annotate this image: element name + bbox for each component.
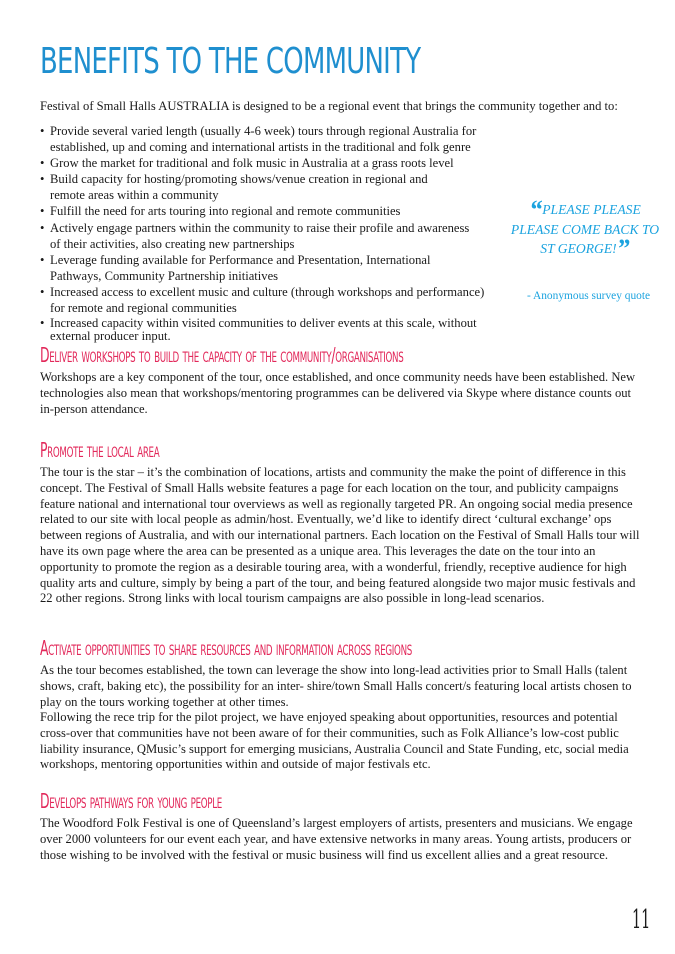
list-item: • Increased access to excellent music and culture (through workshops and performance) for remote and regional communities <box>40 285 500 317</box>
list-item: • Increased capacity within visited communities to deliver events at this scale, without external producer input. <box>40 317 500 343</box>
benefits-list <box>40 124 500 344</box>
list-item: • Fulfill the need for arts touring into regional and remote communities <box>40 204 500 220</box>
intro-paragraph: Festival of Small Halls AUSTRALIA is designed to be a regional event that brings the community together and to: <box>40 99 618 113</box>
list-item: • Actively engage partners within the community to raise their profile and awareness of their activities, also creating new partnerships <box>40 221 500 253</box>
quote-attribution: - Anonymous survey quote <box>527 290 651 302</box>
section-heading-pathways: Develops pathways for young people <box>40 789 222 813</box>
list-item: • Leverage funding available for Performance and Presentation, International Pathways, Community Partnership initiatives <box>40 253 500 285</box>
page-title: BENEFITS TO THE COMMUNITY <box>40 41 421 82</box>
section-body-activate: As the tour becomes established, the town can leverage the show into long-lead activities prior to Small Halls (talent shows, craft, baking etc), the possibility for an inter- shire/town Small Halls concert/s featuring local artists chosen to play on the tours working together at other times. <box>40 663 632 709</box>
section-heading-workshops: Deliver workshops to build the capacity of the community/organisations <box>40 343 404 367</box>
close-quote-icon: ” <box>616 234 630 263</box>
open-quote-icon: “ <box>529 195 543 224</box>
section-heading-activate: Activate opportunities to share resources and information across regions <box>40 636 412 660</box>
section-body-pathways: The Woodford Folk Festival is one of Queensland’s largest employers of artists, presenters and musicians. We engage over 2000 volunteers for our event each year, and have extensive networks in many areas. Young artists, producers or those wishing to be involved with the festival or music business will find us excellent allies and a great resource. <box>40 816 633 862</box>
list-item: • Build capacity for hosting/promoting shows/venue creation in regional and remote areas within a community <box>40 172 500 204</box>
pull-quote <box>505 195 665 263</box>
quote-text-block <box>505 195 665 263</box>
section-body-activate-2: Following the rece trip for the pilot project, we have enjoyed speaking about opportunities, resources and potential cross-over that communities have not been aware of for their communities, such as Folk Alliance’s low-cost public liability insurance, QMusic’s support for emerging musicians, Australia Council and State Funding, etc, social media workshops, mentoring opportunities within and outside of major festivals etc. <box>40 710 629 772</box>
section-body-promote: The tour is the star – it’s the combination of locations, artists and community the make the point of difference in this concept. The Festival of Small Halls website features a page for each location on the tour, and publicity campaigns feature national and international tour overviews as well as regionally targeted PR. An ongoing social media presence related to our site with local people as admin/host. Eventually, we’d like to identify direct ‘cultural exchange’ ops between regions of Australia, and with our international partners. Each location on the Festival of Small Halls tour will have its own page where the area can be presented as a unique area. This leverages the date on the tour into an opportunity to promote the region as a desirable touring area, with a wonderful, friendly, receptive audience for high quality arts and culture, simply by being a part of the tour, and being featured alongside two major music festivals and 22 other regions. Strong links with local tourism campaigns are also possible in long-lead scenarios. <box>40 465 640 606</box>
page-number: 11 <box>632 905 651 935</box>
list-item: • Grow the market for traditional and folk music in Australia at a grass roots level <box>40 156 500 172</box>
quote-text: PLEASE PLEASE PLEASE COME BACK TO ST GEORGE! <box>510 202 660 256</box>
section-heading-promote: Promote the local area <box>40 438 160 462</box>
section-body-workshops: Workshops are a key component of the tour, once established, and once community needs have been established. New technologies also mean that workshops/mentoring programmes can be delivered via Skype where distance counts out in-person attendance. <box>40 370 636 416</box>
list-item: • Provide several varied length (usually 4-6 week) tours through regional Australia for established, up and coming and international artists in the traditional and folk genre <box>40 124 500 156</box>
